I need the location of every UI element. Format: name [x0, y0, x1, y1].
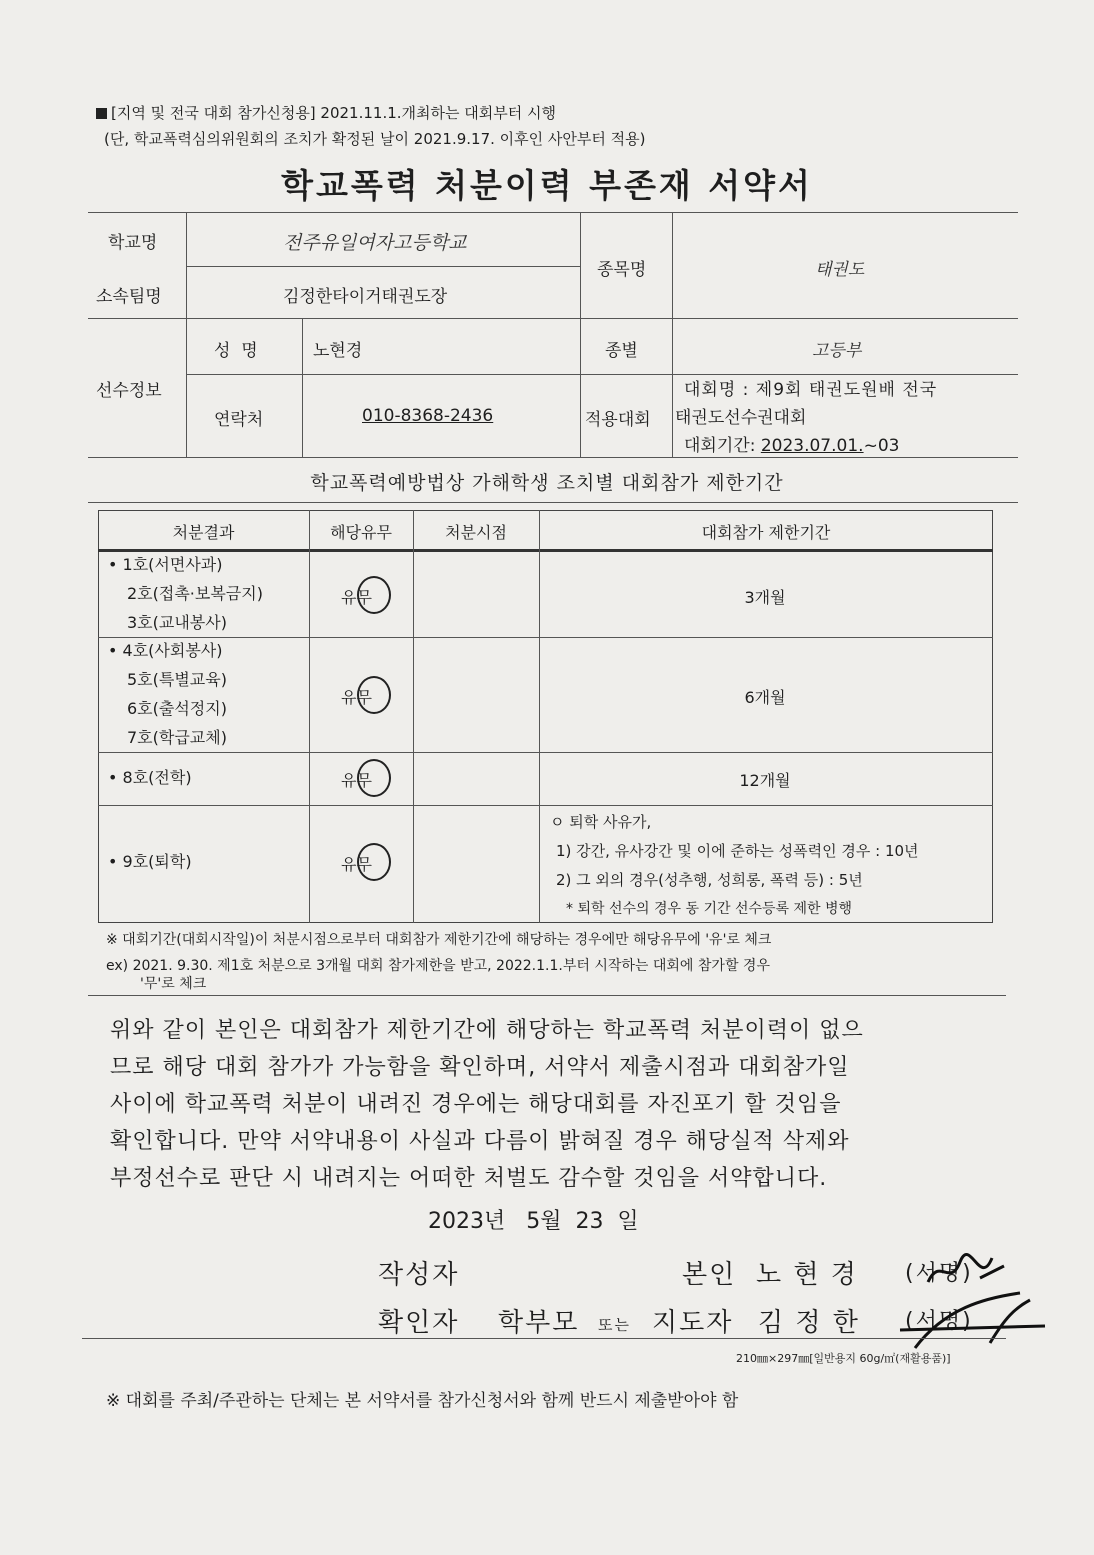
player-info-label: 선수정보: [96, 381, 162, 401]
list-item: 2호(접촉·보복금지): [127, 584, 263, 603]
confirmer-role: 지도자: [652, 1308, 734, 1338]
writer-label: 작성자: [378, 1260, 460, 1290]
divider: [88, 995, 1006, 996]
team-label: 소속팀명: [96, 287, 162, 307]
writer-name: 노 현 경: [756, 1260, 858, 1290]
col-header-period: 대회참가 제한기간: [701, 523, 831, 542]
event-name-line-2: 태권도선수권대회: [675, 408, 807, 428]
writer-role: 본인: [682, 1260, 737, 1290]
selection-circle: [357, 843, 391, 881]
restriction-title: 학교폭력예방법상 가해학생 조치별 대회참가 제한기간: [310, 472, 784, 494]
yes-option: 유: [341, 855, 357, 874]
table-row: [108, 636, 227, 752]
event-period-value: 2023.07.01.: [760, 436, 864, 456]
note-3: '무'로 체크: [140, 976, 207, 992]
event-period-label: 대회기간:: [684, 436, 761, 456]
phone-value: 010-8368-2436: [362, 406, 494, 426]
divider: [88, 457, 1018, 458]
pledge-line: 사이에 학교폭력 처분이 내려진 경우에는 해당대회를 자진포기 할 것임을: [110, 1092, 842, 1117]
detail-line: ㅇ 퇴학 사유가,: [550, 813, 652, 831]
selection-circle: [357, 676, 391, 714]
expulsion-period-detail: [550, 808, 919, 924]
list-item: 6호(출석정지): [127, 699, 227, 718]
list-item: • 4호(사회봉사): [108, 641, 223, 660]
restriction-period: 6개월: [744, 688, 786, 707]
divider: [580, 212, 581, 457]
table-col-divider: [413, 510, 414, 923]
list-item: 7호(학급교체): [127, 728, 227, 747]
selection-circle: [357, 759, 391, 797]
divider: [82, 1338, 1006, 1339]
no-option: 무: [356, 771, 372, 790]
sport-value: 태권도: [815, 260, 865, 280]
confirmer-or: 또는: [598, 1316, 631, 1334]
table-row: [108, 847, 192, 876]
divider: [88, 318, 1018, 319]
table-row-divider: [98, 805, 993, 806]
pledge-line: 부정선수로 판단 시 내려지는 어떠한 처벌도 감수할 것임을 서약합니다.: [110, 1166, 828, 1191]
list-item: • 1호(서면사과): [108, 555, 223, 574]
col-header-applicable: 해당유무: [330, 523, 392, 542]
col-header-result: 처분결과: [172, 523, 235, 542]
list-item: 3호(교내봉사): [127, 613, 227, 632]
list-item: 5호(특별교육): [127, 670, 227, 689]
confirmer-signature-scribble: [895, 1288, 1055, 1358]
yes-option: 유: [341, 688, 357, 707]
confirmer-label: 확인자: [378, 1308, 460, 1338]
detail-line: 2) 그 외의 경우(성추행, 성희롱, 폭력 등) : 5년: [556, 871, 863, 889]
name-value: 노현경: [313, 341, 363, 361]
no-option: 무: [356, 688, 372, 707]
divider: [88, 212, 1018, 213]
pledge-paragraph: [110, 1012, 990, 1197]
table-row: [108, 550, 263, 637]
no-option: 무: [356, 855, 372, 874]
event-period: [684, 431, 899, 456]
detail-line: 1) 강간, 유사강간 및 이에 준하는 성폭력인 경우 : 10년: [556, 842, 919, 860]
table-col-divider: [309, 510, 310, 923]
table-row-divider: [98, 752, 993, 753]
header-line-2: (단, 학교폭력심의위원회의 조치가 확정된 날이 2021.9.17. 이후인 사안부터 적용): [104, 130, 646, 148]
division-value: 고등부: [812, 341, 862, 361]
event-period-suffix: ~03: [863, 436, 900, 456]
team-value: 김정한타이거태권도장: [283, 287, 448, 307]
footer-note: ※ 대회를 주최/주관하는 단체는 본 서약서를 참가신청서와 함께 반드시 제출받아야 함: [106, 1391, 739, 1411]
table-row: [108, 763, 192, 792]
col-header-time: 처분시점: [445, 523, 507, 542]
pledge-line: 므로 해당 대회 참가가 가능함을 확인하며, 서약서 제출시점과 대회참가일: [110, 1055, 850, 1080]
writer-signature: (서명): [905, 1261, 973, 1286]
pledge-line: 확인합니다. 만약 서약내용이 사실과 다름이 밝혀질 경우 해당실적 삭제와: [110, 1129, 850, 1154]
divider: [186, 266, 580, 267]
document-title: 학교폭력 처분이력 부존재 서약서: [281, 166, 813, 205]
paper-spec: 210㎜×297㎜[일반용지 60g/㎡(재활용품)]: [736, 1352, 951, 1365]
note-2: ex) 2021. 9.30. 제1호 처분으로 3개월 대회 참가제한을 받고, 2022.1.1.부터 시작하는 대회에 참가할 경우: [106, 958, 770, 974]
note-1: ※ 대회기간(대회시작일)이 처분시점으로부터 대회참가 제한기간에 해당하는 경우에만 해당유무에 '유'로 체크: [106, 932, 772, 948]
list-item: • 9호(퇴학): [108, 852, 192, 871]
restriction-period: 3개월: [744, 588, 786, 607]
selection-circle: [357, 576, 391, 614]
name-label: 성 명: [214, 341, 258, 361]
confirmer-parent: 학부모: [498, 1308, 580, 1338]
school-value: 전주유일여자고등학교: [283, 232, 467, 254]
list-item: • 8호(전학): [108, 768, 192, 787]
restriction-period: 12개월: [739, 771, 791, 790]
divider: [672, 212, 673, 457]
confirmer-name: 김 정 한: [758, 1308, 860, 1338]
event-name-line-1: 대회명 : 제9회 태권도원배 전국: [684, 380, 938, 400]
division-label: 종별: [605, 341, 638, 361]
divider: [186, 212, 187, 457]
event-label: 적용대회: [585, 410, 651, 430]
yes-option: 유: [341, 771, 357, 790]
table-row-divider: [98, 637, 993, 638]
confirmer-signature: (서명): [905, 1309, 973, 1334]
pledge-date: 2023년 5월 23 일: [428, 1209, 639, 1234]
pledge-line: 위와 같이 본인은 대회참가 제한기간에 해당하는 학교폭력 처분이력이 없으: [110, 1018, 864, 1043]
table-col-divider: [539, 510, 540, 923]
detail-line: * 퇴학 선수의 경우 동 기간 선수등록 제한 병행: [566, 901, 853, 917]
yes-option: 유: [341, 588, 357, 607]
header-line-1: [지역 및 전국 대회 참가신청용] 2021.11.1.개최하는 대회부터 시행: [96, 102, 556, 123]
divider: [88, 502, 1018, 503]
divider: [302, 318, 303, 457]
phone-label: 연락처: [214, 410, 264, 430]
school-label: 학교명: [108, 233, 158, 253]
no-option: 무: [356, 588, 372, 607]
sport-label: 종목명: [597, 260, 647, 280]
